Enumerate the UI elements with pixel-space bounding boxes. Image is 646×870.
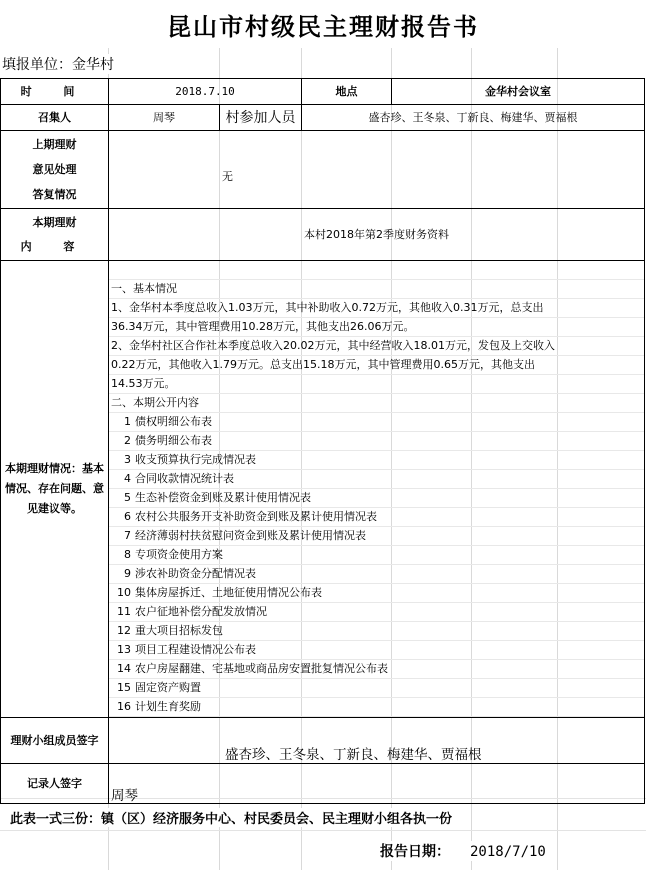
disclosure-item <box>109 470 644 489</box>
report-table <box>0 78 645 804</box>
row-signature <box>1 718 645 764</box>
convener-value: 周琴 <box>109 105 220 131</box>
disclosure-item-text: 农户征地补偿分配发放情况 <box>135 605 267 618</box>
disclosure-item-number: 5 <box>124 491 131 504</box>
grid-line <box>0 830 646 831</box>
report-date-label: 报告日期： <box>380 844 450 860</box>
disclosure-item-number: 2 <box>124 434 131 447</box>
disclosure-item-number: 15 <box>117 681 131 694</box>
previous-value-cell <box>220 131 645 209</box>
disclosure-item <box>109 546 644 565</box>
detail-line: 14.53万元。 <box>109 375 644 394</box>
convener-label: 召集人 <box>1 105 109 131</box>
disclosure-item <box>109 584 644 603</box>
disclosure-item <box>109 698 644 717</box>
disclosure-item-number: 3 <box>124 453 131 466</box>
disclosure-item-text: 固定资产购置 <box>135 681 201 694</box>
disclosure-item-text: 农村公共服务开支补助资金到账及累计使用情况表 <box>135 510 377 523</box>
participants-label: 村参加人员 <box>220 105 302 131</box>
detail-content <box>109 261 645 718</box>
disclosure-item <box>109 527 644 546</box>
disclosure-item <box>109 622 644 641</box>
detail-line: 一、基本情况 <box>109 280 644 299</box>
participants-value: 盛杏珍、王冬泉、丁新良、梅建华、贾福根 <box>302 105 645 131</box>
recorder-label: 记录人签字 <box>1 764 109 804</box>
row-detail <box>1 261 645 718</box>
disclosure-item-text: 计划生育奖励 <box>135 700 201 713</box>
disclosure-item-text: 农户房屋翻建、宅基地或商品房安置批复情况公布表 <box>135 662 388 675</box>
reporting-unit-value: 金华村 <box>72 57 114 73</box>
recorder-value: 周琴 <box>111 788 138 804</box>
content-label <box>1 209 109 261</box>
row-content <box>1 209 645 261</box>
disclosure-item <box>109 641 644 660</box>
detail-line: 0.22万元，其他收入1.79万元。总支出15.18万元，其中管理费用0.65万元，其他支出 <box>109 356 644 375</box>
disclosure-item-text: 经济薄弱村扶贫慰问资金到账及累计使用情况表 <box>135 529 366 542</box>
disclosure-item-number: 12 <box>117 624 131 637</box>
disclosure-item-number: 6 <box>124 510 131 523</box>
disclosure-item-text: 涉农补助资金分配情况表 <box>135 567 256 580</box>
detail-line <box>109 261 644 280</box>
disclosure-list <box>109 413 644 717</box>
detail-lines <box>109 280 644 413</box>
disclosure-item-text: 重大项目招标发包 <box>135 624 223 637</box>
row-convener <box>1 105 645 131</box>
row-previous <box>1 131 645 209</box>
row-time <box>1 79 645 105</box>
disclosure-item-text: 合同收款情况统计表 <box>135 472 234 485</box>
disclosure-item-number: 13 <box>117 643 131 656</box>
signature-label: 理财小组成员签字 <box>1 718 109 764</box>
disclosure-item <box>109 508 644 527</box>
previous-value: 无 <box>222 169 233 183</box>
previous-label-line: 答复情况 <box>32 187 77 201</box>
disclosure-item-text: 收支预算执行完成情况表 <box>135 453 256 466</box>
disclosure-item-number: 8 <box>124 548 131 561</box>
disclosure-item-number: 14 <box>117 662 131 675</box>
recorder-cell <box>109 764 645 804</box>
content-label-line: 内 容 <box>20 239 89 253</box>
signature-value: 盛杏珍、王冬泉、丁新良、梅建华、贾福根 <box>225 747 482 763</box>
disclosure-item-number: 11 <box>117 605 131 618</box>
previous-label-line: 意见处理 <box>32 162 77 176</box>
disclosure-item <box>109 451 644 470</box>
empty-cell <box>109 131 220 209</box>
disclosure-item-text: 集体房屋拆迁、土地征使用情况公布表 <box>135 586 322 599</box>
reporting-unit-label: 填报单位： <box>2 57 72 73</box>
disclosure-item <box>109 432 644 451</box>
disclosure-item <box>109 489 644 508</box>
report-date-value: 2018/7/10 <box>470 844 546 860</box>
disclosure-item-text: 专项资金使用方案 <box>135 548 223 561</box>
place-value: 金华村会议室 <box>392 79 645 105</box>
distribution-note: 此表一式三份：镇（区）经济服务中心、村民委员会、民主理财小组各执一份 <box>10 808 452 827</box>
time-label: 时 间 <box>1 79 109 105</box>
disclosure-item-text: 债务明细公布表 <box>135 434 212 447</box>
detail-line: 2、金华村社区合作社本季度总收入20.02万元，其中经营收入18.01万元，发包及上交收入 <box>109 337 644 356</box>
content-value: 本村2018年第2季度财务资料 <box>109 209 645 261</box>
row-recorder <box>1 764 645 804</box>
disclosure-item <box>109 413 644 432</box>
disclosure-item-text: 生态补偿资金到账及累计使用情况表 <box>135 491 311 504</box>
disclosure-item-text: 项目工程建设情况公布表 <box>135 643 256 656</box>
detail-label: 本期理财情况：基本情况、存在问题、意见建议等。 <box>1 261 109 718</box>
disclosure-item <box>109 565 644 584</box>
previous-label <box>1 131 109 209</box>
disclosure-item <box>109 660 644 679</box>
disclosure-item-number: 7 <box>124 529 131 542</box>
disclosure-item <box>109 603 644 622</box>
content-label-line: 本期理财 <box>32 215 77 229</box>
disclosure-item-number: 16 <box>117 700 131 713</box>
detail-line: 36.34万元，其中管理费用10.28万元，其他支出26.06万元。 <box>109 318 644 337</box>
reporting-unit <box>2 54 118 74</box>
disclosure-item-number: 10 <box>117 586 131 599</box>
signature-cell <box>109 718 645 764</box>
detail-line: 1、金华村本季度总收入1.03万元，其中补助收入0.72万元，其他收入0.31万元，总支出 <box>109 299 644 318</box>
time-value: 2018.7.10 <box>109 79 302 105</box>
disclosure-item-number: 1 <box>124 415 131 428</box>
disclosure-item-text: 债权明细公布表 <box>135 415 212 428</box>
report-date <box>380 841 546 861</box>
place-label: 地点 <box>302 79 392 105</box>
disclosure-item-number: 9 <box>124 567 131 580</box>
detail-line: 二、本期公开内容 <box>109 394 644 413</box>
disclosure-item-number: 4 <box>124 472 131 485</box>
page-title: 昆山市村级民主理财报告书 <box>0 0 646 48</box>
previous-label-line: 上期理财 <box>32 137 77 151</box>
disclosure-item <box>109 679 644 698</box>
